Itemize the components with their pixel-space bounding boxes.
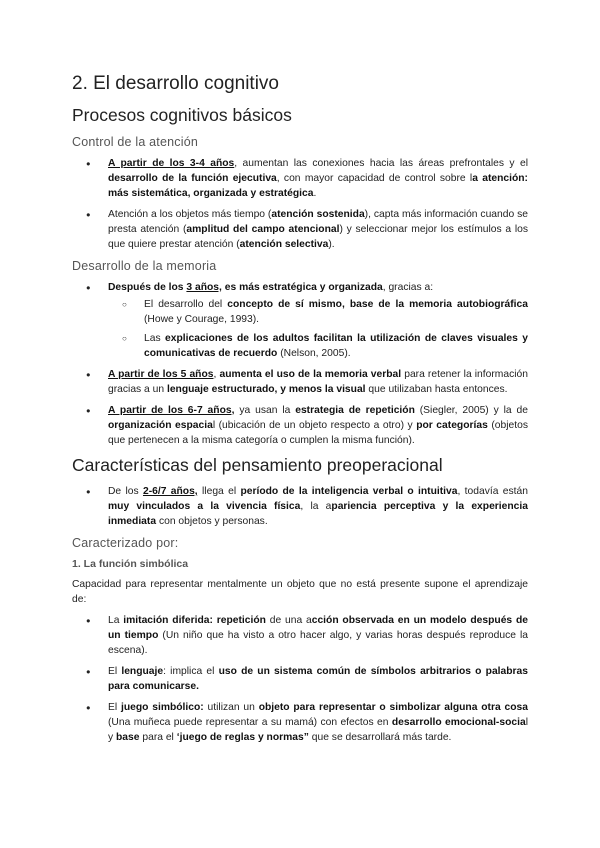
list-item	[72, 700, 528, 745]
list-item	[72, 280, 528, 361]
memory-sublist	[108, 297, 528, 361]
emphasis-text: imitación diferida: repetición	[123, 615, 266, 626]
body-text: (Nelson, 2005).	[277, 348, 351, 359]
body-text: ).	[328, 239, 335, 250]
attention-list	[72, 156, 528, 252]
body-text: ya usan la	[234, 405, 296, 416]
list-item	[72, 613, 528, 658]
body-text: ), capta más información cuando se presta atención (	[108, 209, 528, 235]
body-text: para retener la información gracias a un	[108, 369, 528, 395]
subsection-basic-processes: Procesos cognitivos básicos	[72, 105, 292, 125]
subsection-preoperational: Características del pensamiento preoperacional	[72, 455, 443, 475]
body-text: El desarrollo del	[144, 299, 228, 310]
body-text: ) y seleccionar mejor los estímulos a los que quiere prestar atención (	[108, 224, 528, 250]
body-text: , aumentan las conexiones hacia las áreas prefrontales y el	[234, 158, 528, 169]
body-text: (Siegler, 2005) y la de	[414, 405, 528, 416]
emphasis-text: atención selectiva	[239, 239, 329, 250]
memory-list	[72, 280, 528, 448]
body-text: (Howe y Courage, 1993).	[144, 314, 260, 325]
body-text: utilizan un	[203, 702, 259, 713]
emphasis-text: es más estratégica y organizada	[221, 282, 383, 293]
body-text: que se desarrollará más tarde.	[308, 732, 452, 743]
list-item	[72, 403, 528, 448]
body-text: , la a	[300, 501, 332, 512]
body-text: Las	[144, 333, 166, 344]
body-text: El	[108, 666, 122, 677]
symbolic-intro: Capacidad para representar mentalmente un objeto que no está presente supone el aprendizaje de:	[72, 579, 528, 605]
emphasis-text: atención sostenida	[271, 209, 365, 220]
body-text: (Un niño que ha visto a otro hacer algo, y varias horas después reproduce la escena).	[108, 630, 528, 656]
body-text: (objetos que pertenecen a la misma categoría o cumplen la misma función).	[108, 420, 528, 446]
emphasis-text: pariencia perceptiva y la experiencia inmediata	[108, 501, 528, 527]
emphasis-text: ‘juego de reglas y normas”	[176, 732, 309, 743]
emphasis-text: lenguaje estructurado, y menos la visual	[166, 384, 366, 395]
body-text: l y	[108, 717, 528, 743]
emphasis-text: período de la inteligencia verbal o intuitiva	[240, 486, 458, 497]
list-item	[72, 156, 528, 201]
sublist-item	[108, 297, 528, 327]
body-text: La	[108, 615, 124, 626]
emphasis-text: Después de los	[108, 282, 187, 293]
emphasis-text: 3 años,	[186, 282, 222, 293]
body-text: l (ubicación de un objeto respecto a otro) y	[212, 420, 417, 431]
preop-list	[72, 484, 528, 529]
emphasis-text: objeto para representar o simbolizar alguna otra cosa	[258, 702, 528, 713]
body-text: llega el	[197, 486, 241, 497]
emphasis-text: juego simbólico:	[120, 702, 204, 713]
body-text: : implica el	[163, 666, 219, 677]
symbolic-list	[72, 613, 528, 745]
emphasis-text: desarrollo de la función ejecutiva	[108, 173, 277, 184]
body-text: ,	[213, 369, 220, 380]
emphasis-text: organización espacia	[108, 420, 213, 431]
heading-symbolic-function: 1. La función simbólica	[72, 558, 189, 570]
emphasis-text: amplitud del campo atencional	[186, 224, 340, 235]
emphasis-text: desarrollo emocional-socia	[391, 717, 526, 728]
body-text: con objetos y personas.	[156, 516, 268, 527]
body-text: Atención a los objetos más tiempo (	[108, 209, 272, 220]
emphasis-text: concepto de sí mismo, base de la memoria autobiográfica	[227, 299, 528, 310]
emphasis-text: estrategia de repetición	[295, 405, 415, 416]
emphasis-text: A partir de los 6-7 años,	[108, 405, 235, 416]
emphasis-text: muy vinculados a la vivencia física	[108, 501, 301, 512]
emphasis-text: a atención: más sistemática, organizada y estratégica	[108, 173, 528, 199]
body-text: .	[313, 188, 317, 199]
list-item	[72, 207, 528, 252]
emphasis-text: A partir de los 3-4 años	[108, 158, 235, 169]
body-text: El	[108, 702, 121, 713]
body-text: de una a	[265, 615, 312, 626]
heading-memory-development: Desarrollo de la memoria	[72, 259, 217, 273]
section-title: 2. El desarrollo cognitivo	[72, 73, 279, 94]
emphasis-text: cción observada en un modelo después de un tiempo	[108, 615, 528, 641]
emphasis-text: uso de un sistema común de símbolos arbitrarios o palabras para comunicarse.	[108, 666, 529, 692]
body-text: De los	[108, 486, 143, 497]
emphasis-text: aumenta el uso de la memoria verbal	[219, 369, 402, 380]
body-text: , todavía están	[457, 486, 528, 497]
emphasis-text: base	[116, 732, 140, 743]
heading-attention-control: Control de la atención	[72, 135, 199, 149]
emphasis-text: 2-6/7 años,	[142, 486, 198, 497]
body-text: (Una muñeca puede representar a su mamá) con efectos en	[108, 717, 392, 728]
emphasis-text: A partir de los 5 años	[108, 369, 214, 380]
body-text: que utilizaban hasta entonces.	[365, 384, 508, 395]
emphasis-text: lenguaje	[121, 666, 164, 677]
emphasis-text: por categorías	[416, 420, 488, 431]
body-text: , con mayor capacidad de control sobre l	[276, 173, 473, 184]
body-text: para el	[139, 732, 177, 743]
sublist-item	[108, 331, 528, 361]
list-item	[72, 484, 528, 529]
emphasis-text: explicaciones de los adultos facilitan la utilización de claves visuales y comunicativas de recuerdo	[144, 333, 529, 359]
body-text: , gracias a:	[382, 282, 434, 293]
list-item	[72, 367, 528, 397]
heading-characterized: Caracterizado por:	[72, 536, 179, 550]
list-item	[72, 664, 528, 694]
